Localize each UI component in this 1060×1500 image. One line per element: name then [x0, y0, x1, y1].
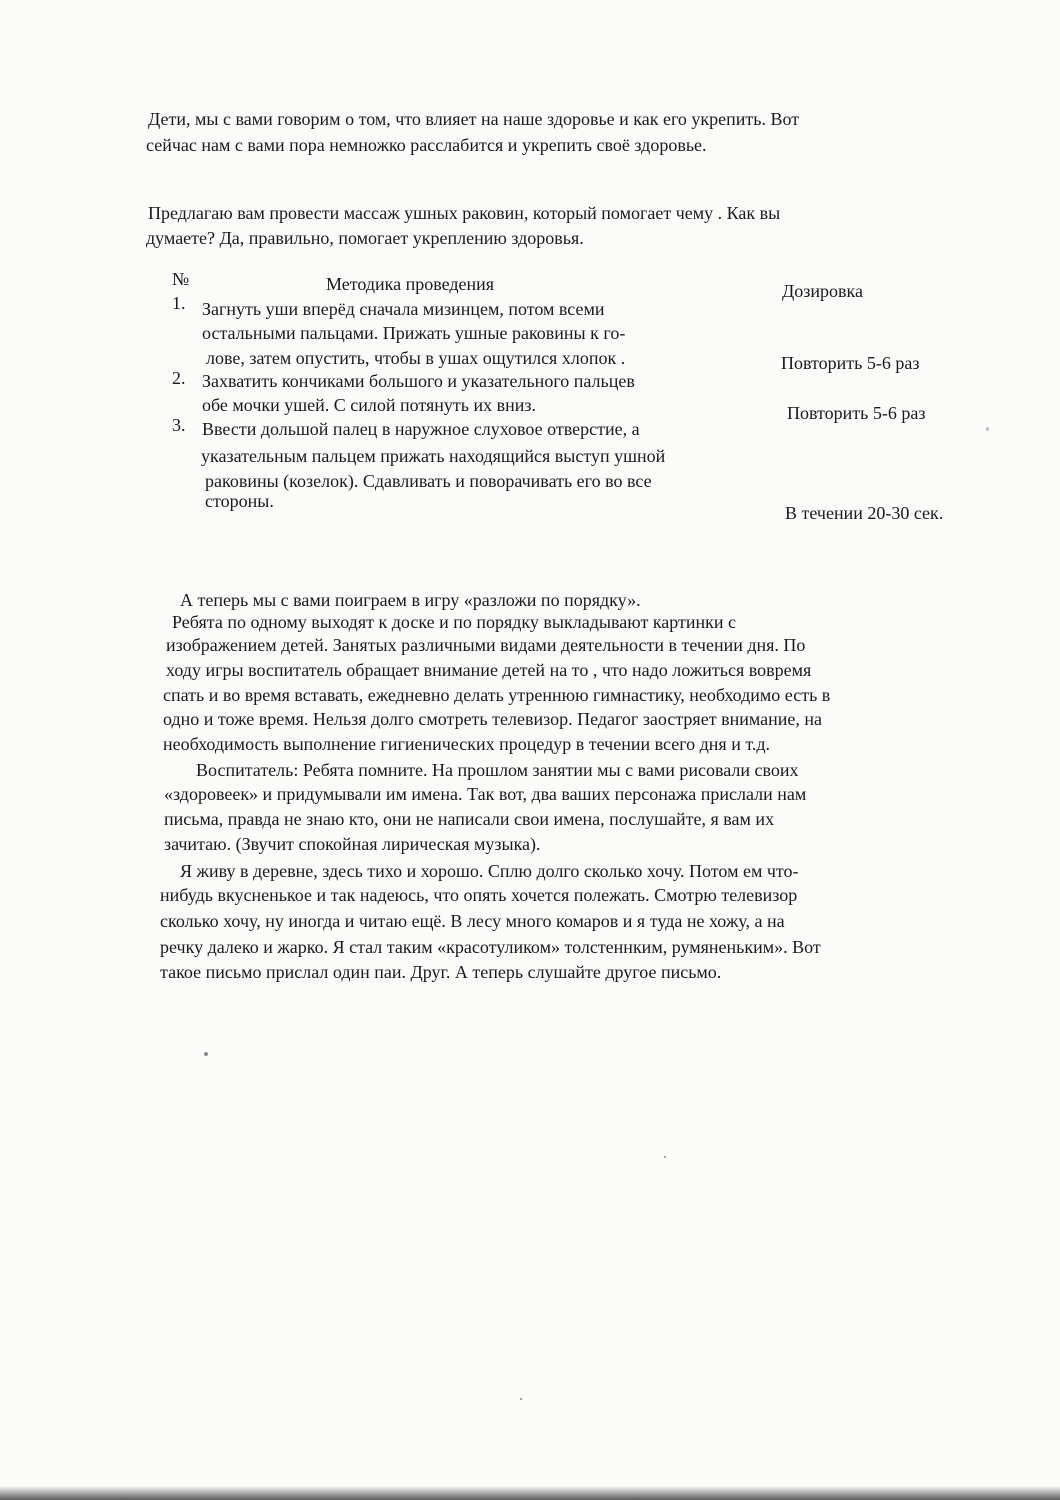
body-line-5: спать и во время вставать, ежедневно делать утреннюю гимнастику, необходимо есть в	[163, 685, 831, 705]
intro-line-2: сейчас нам с вами пора немножко расслабится и укрепить своё здоровье.	[146, 135, 707, 155]
proposal-line-1: Предлагаю вам провести массаж ушных раковин, который помогает чему . Как вы	[148, 203, 781, 223]
table-header-number: №	[172, 269, 190, 289]
table-header-method: Методика проведения	[326, 274, 495, 294]
row-3-line-3: раковины (козелок). Сдавливать и поворачивать его во все	[205, 471, 652, 491]
scan-bottom-edge	[0, 1486, 1060, 1500]
row-2-line-2: обе мочки ушей. С силой потянуть их вниз.	[202, 395, 537, 415]
body-line-1: А теперь мы с вами поиграем в игру «разложи по порядку».	[180, 590, 641, 610]
body-line-2: Ребята по одному выходят к доске и по порядку выкладывают картинки с	[172, 612, 737, 632]
row-3-line-2: указательным пальцем прижать находящийся выступ ушной	[201, 446, 666, 466]
row-3-number: 3.	[172, 415, 186, 435]
row-1-dosage: Повторить 5-6 раз	[781, 353, 920, 373]
body-line-8: Воспитатель: Ребята помните. На прошлом занятии мы с вами рисовали своих	[196, 760, 799, 780]
row-2-line-1: Захватить кончиками большого и указательного пальцев	[202, 371, 635, 391]
body-line-7: необходимость выполнение гигиенических процедур в течении всего дня и т.д.	[163, 734, 770, 754]
scan-speck	[520, 1398, 522, 1400]
body-line-16: такое письмо прислал один паи. Друг. А теперь слушайте другое письмо.	[160, 962, 722, 982]
body-line-3: изображением детей. Занятых различными видами деятельности в течении дня. По	[166, 635, 806, 655]
body-line-10: письма, правда не знаю кто, они не написали свои имена, послушайте, я вам их	[164, 809, 775, 829]
body-line-9: «здоровеек» и придумывали им имена. Так вот, два ваших персонажа прислали нам	[164, 784, 807, 804]
scan-speck	[664, 1156, 666, 1158]
body-line-11: зачитаю. (Звучит спокойная лирическая музыка).	[164, 834, 541, 854]
row-3-dosage: В течении 20-30 сек.	[785, 503, 944, 523]
table-header-dosage: Дозировка	[782, 281, 863, 301]
row-2-dosage: Повторить 5-6 раз	[787, 403, 926, 423]
row-2-number: 2.	[172, 368, 186, 388]
scan-speck	[986, 427, 989, 431]
row-3-line-1: Ввести дольшой палец в наружное слуховое отверстие, а	[202, 419, 640, 439]
proposal-line-2: думаете? Да, правильно, помогает укреплению здоровья.	[146, 228, 584, 248]
row-1-number: 1.	[172, 293, 186, 313]
body-line-13: нибудь вкусненькое и так надеюсь, что опять хочется полежать. Смотрю телевизор	[160, 885, 798, 905]
body-line-12: Я живу в деревне, здесь тихо и хорошо. Сплю долго сколько хочу. Потом ем что-	[180, 861, 799, 881]
row-1-line-1: Загнуть уши вперёд сначала мизинцем, потом всеми	[202, 299, 605, 319]
row-1-line-3: лове, затем опустить, чтобы в ушах ощутился хлопок .	[206, 348, 626, 368]
scan-speck	[204, 1052, 208, 1056]
row-3-line-4: стороны.	[205, 491, 274, 511]
intro-line-1: Дети, мы с вами говорим о том, что влияет на наше здоровье и как его укрепить. Вот	[148, 109, 800, 129]
body-line-6: одно и тоже время. Нельзя долго смотреть телевизор. Педагог заостряет внимание, на	[163, 709, 822, 729]
body-line-15: речку далеко и жарко. Я стал таким «красотуликом» толстеннким, румяненьким». Вот	[160, 937, 821, 957]
row-1-line-2: остальными пальцами. Прижать ушные раковины к го-	[202, 323, 626, 343]
body-line-4: ходу игры воспитатель обращает внимание детей на то , что надо ложиться вовремя	[166, 660, 812, 680]
body-line-14: сколько хочу, ну иногда и читаю ещё. В лесу много комаров и я туда не хожу, а на	[160, 911, 785, 931]
